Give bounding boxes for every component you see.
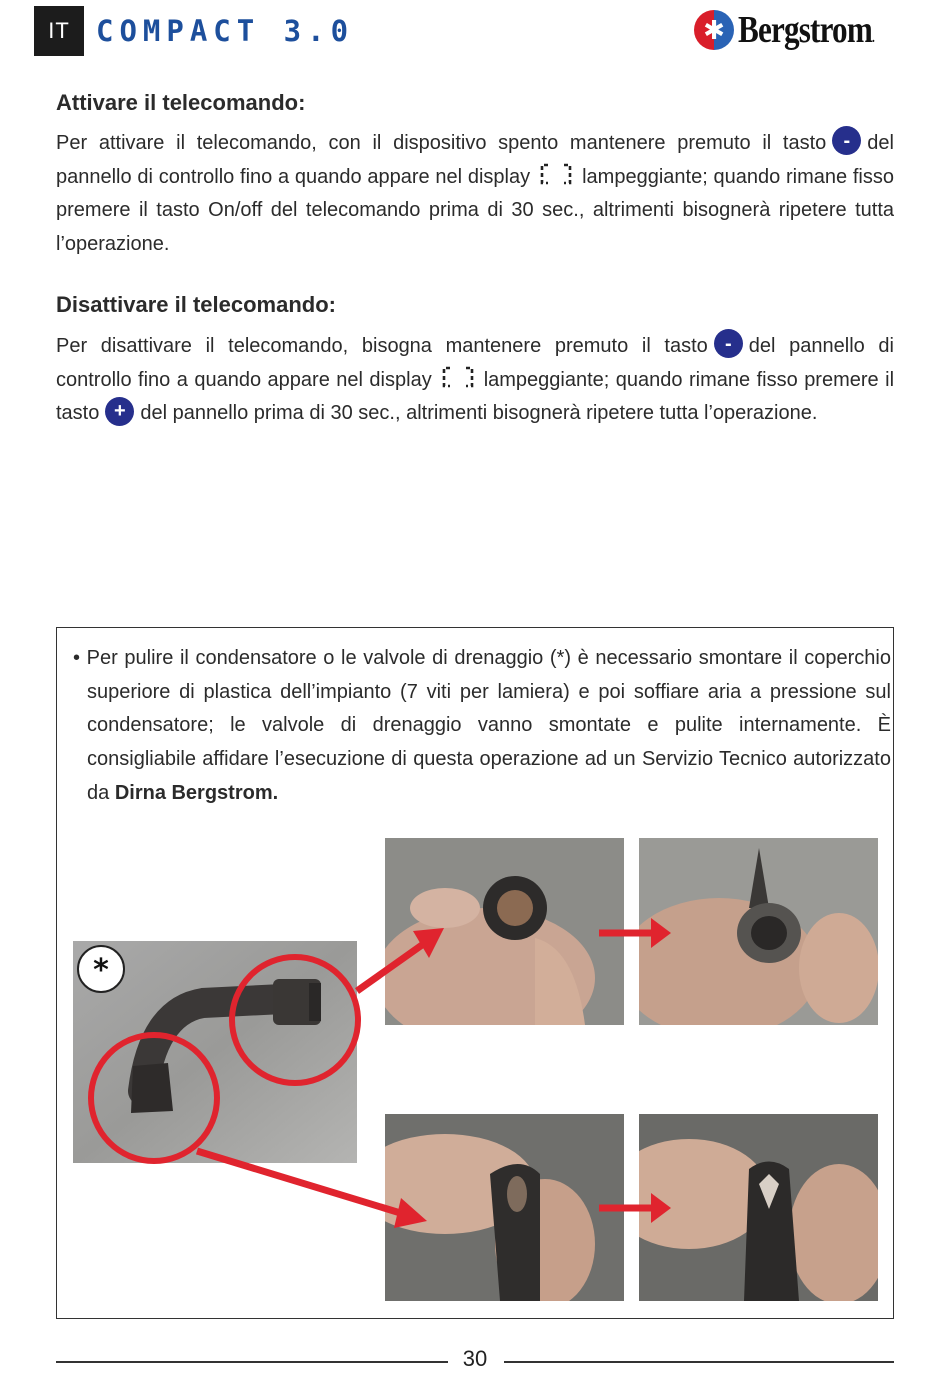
- minus-button-icon: -: [832, 126, 861, 155]
- note-box: [56, 627, 894, 1319]
- arrow-head-icon: [394, 1198, 427, 1228]
- brand-name: Bergstrom.: [738, 9, 875, 51]
- page-footer: [56, 1346, 894, 1376]
- note-bullet-text: • Per pulire il condensatore o le valvole di drenaggio (*) è necessario smontare il coperchio superiore di plastica dell’impianto (7 viti per lamiera) e poi soffiare aria a pressione sul condensatore; le valvole di drenaggio vanno smontate e pulite internamente. È consigliabile affidare l’esecuzione di questa operazione ad un Servizio Tecnico autorizzato da Dirna Bergstrom.: [73, 647, 891, 804]
- display-bracket-icon: [442, 366, 474, 388]
- arrow-line: [357, 940, 429, 991]
- arrow-line: [197, 1151, 407, 1215]
- language-badge: IT: [34, 6, 84, 56]
- arrow-head-icon: [651, 918, 671, 948]
- section-text-deactivate: Per disattivare il telecomando, bisogna mantenere premuto il tasto - del pannello di controllo fino a quando appare nel display lampeggiante; quando rimane fisso premere il tasto + del pannello prima di 30 sec., altrimenti bisognerà ripetere tutta l’operazione.: [56, 330, 894, 431]
- section-text-activate: Per attivare il telecomando, con il dispositivo spento mantenere premuto il tasto - del pannello di controllo fino a quando appare nel display lampeggiante; quando rimane fisso premere il tasto On/off del telecomando prima di 30 sec., altrimenti bisognerà ripetere tutta l’operazione.: [56, 127, 894, 262]
- company-name: Dirna Bergstrom.: [114, 781, 279, 804]
- section-title-activate: Attivare il telecomando:: [56, 90, 306, 115]
- plus-button-icon: +: [105, 397, 134, 426]
- model-title: COMPACT 3.0: [96, 14, 355, 48]
- snowflake-sun-icon: [694, 10, 734, 50]
- page-number: 30: [462, 1346, 488, 1371]
- display-bracket-icon: [540, 163, 572, 185]
- highlight-overlay: [57, 628, 893, 1318]
- brand-logo: [694, 8, 904, 52]
- highlight-circle: [91, 1035, 217, 1161]
- arrow-head-icon: [413, 928, 444, 958]
- minus-button-icon: -: [714, 329, 743, 358]
- arrow-head-icon: [651, 1193, 671, 1223]
- section-title-deactivate: Disattivare il telecomando:: [56, 292, 336, 317]
- asterisk-label: *: [93, 953, 109, 988]
- highlight-circle: [232, 957, 358, 1083]
